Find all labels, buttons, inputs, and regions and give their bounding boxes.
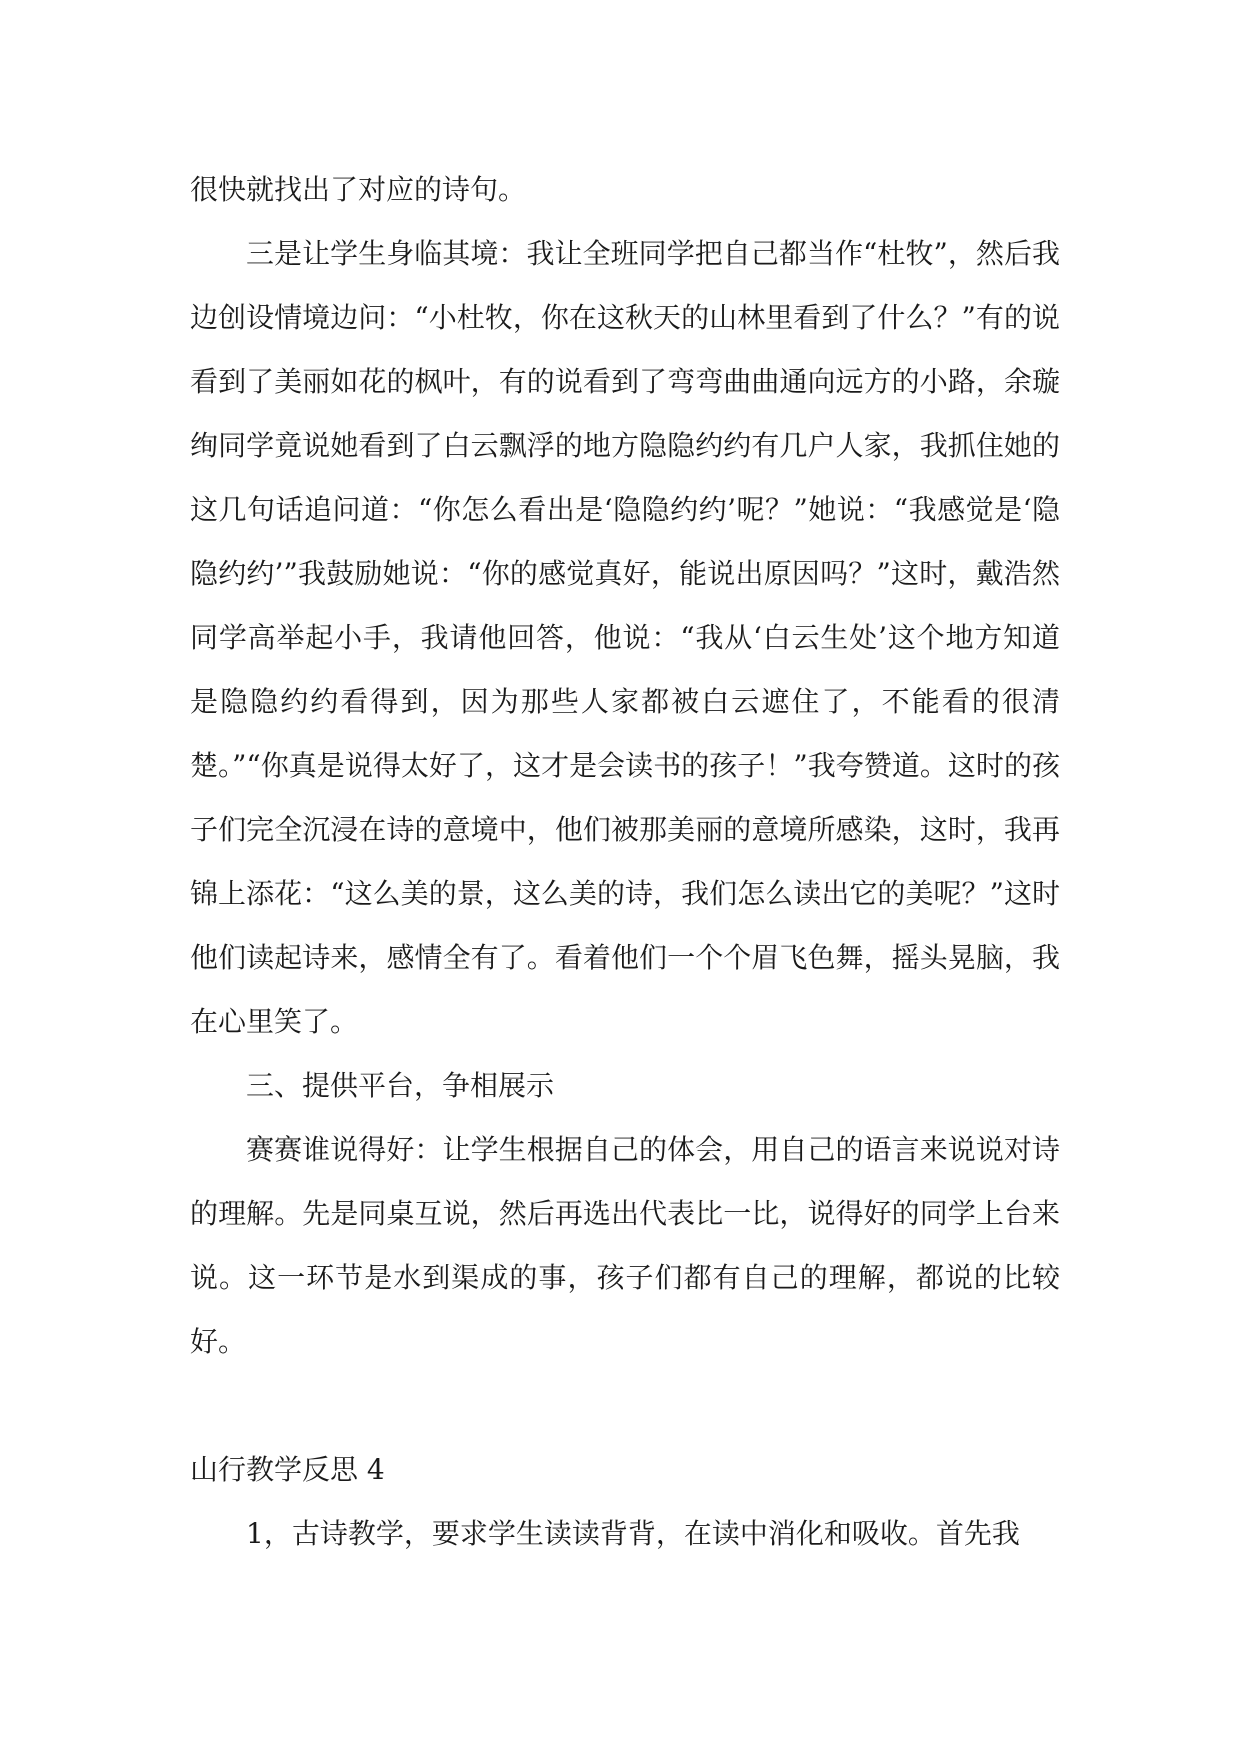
section-title: 山行教学反思 4 [190,1453,385,1486]
paragraph-immersion: 三是让学生身临其境：我让全班同学把自己都当作“杜牧”，然后我边创设情境边问：“小杜牧，你在这秋天的山林里看到了什么？”有的说看到了美丽如花的枫叶，有的说看到了弯弯曲曲通向远方的小路，余璇绚同学竟说她看到了白云飘浮的地方隐隐约约有几户人家，我抓住她的这几句话追问道：“你怎么看出是‘隐隐约约’呢？”她说：“我感觉是‘隐隐约约’”我鼓励她说：“你的感觉真好，能说出原因吗？”这时，戴浩然同学高举起小手，我请他回答，他说：“我从‘白云生处’这个地方知道是隐隐约约看得到，因为那些人家都被白云遮住了，不能看的很清楚。”“你真是说得太好了，这才是会读书的孩子！”我夸赞道。这时的孩子们完全沉浸在诗的意境中，他们被那美丽的意境所感染，这时，我再锦上添花：“这么美的景，这么美的诗，我们怎么读出它的美呢？”这时他们读起诗来，感情全有了。看着他们一个个眉飞色舞，摇头晃脑，我在心里笑了。 [190,237,1060,1038]
paragraph-ancient-poetry: 1，古诗教学，要求学生读读背背，在读中消化和吸收。首先我 [246,1517,1020,1550]
document-body [190,158,1060,1566]
paragraph-contest: 赛赛谁说得好：让学生根据自己的体会，用自己的语言来说说对诗的理解。先是同桌互说，然后再选出代表比一比，说得好的同学上台来说。这一环节是水到渠成的事，孩子们都有自己的理解，都说的比较好。 [190,1133,1060,1358]
subheading-platform: 三、提供平台，争相展示 [246,1069,555,1102]
paragraph-continuation: 很快就找出了对应的诗句。 [190,173,527,206]
